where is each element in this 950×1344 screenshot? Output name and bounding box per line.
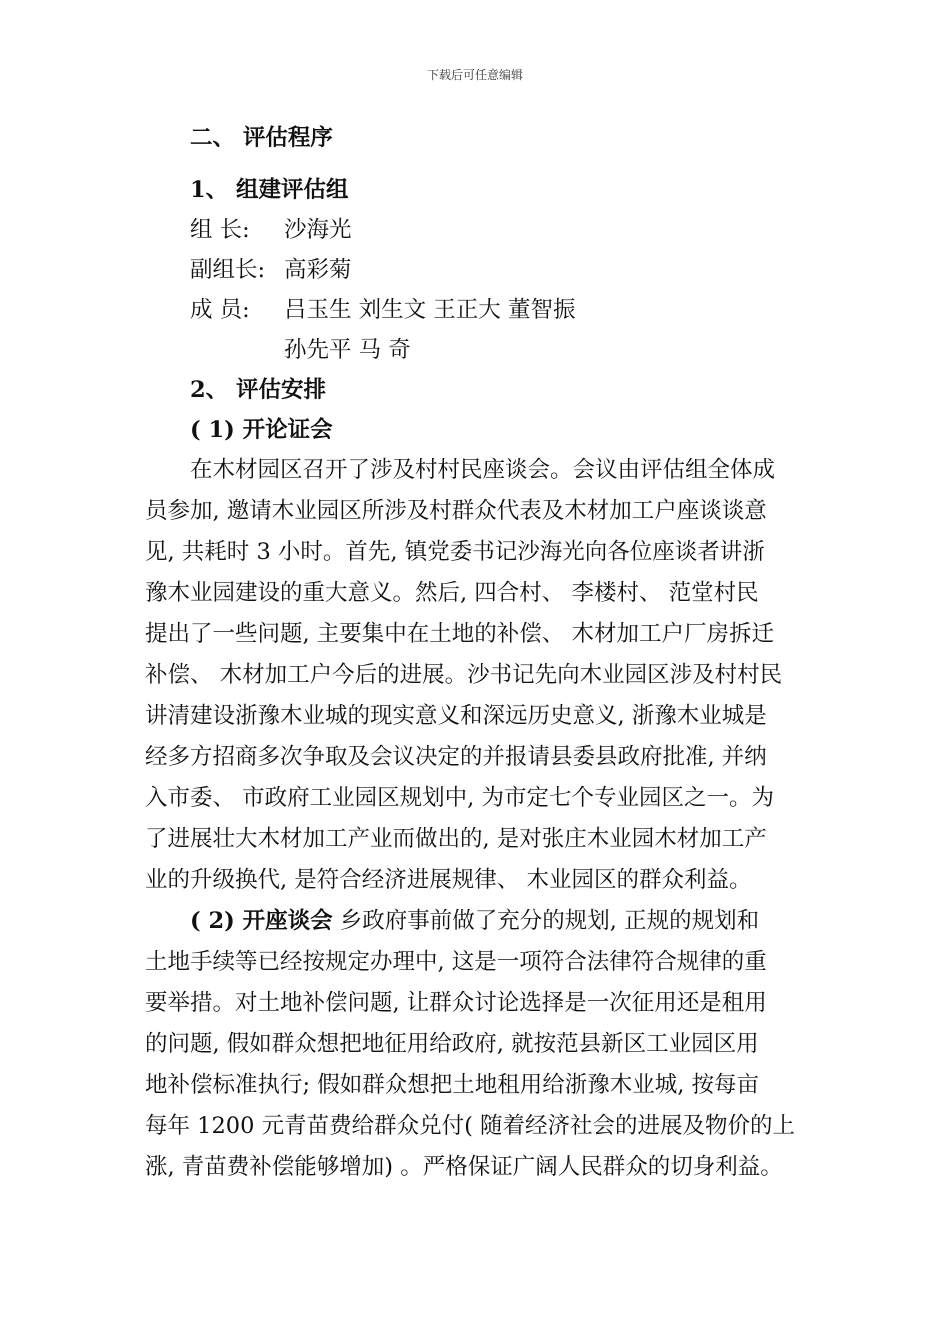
paragraph-line: 业的升级换代, 是符合经济进展规律、 木业园区的群众利益。: [145, 867, 752, 893]
subsection-title-2: 2、 评估安排: [190, 377, 326, 403]
paragraph-line: 的问题, 假如群众想把地征用给政府, 就按范县新区工业园区用: [145, 1031, 759, 1057]
paragraph-line: 员参加, 邀请木业园区所涉及村群众代表及木材加工户座谈谈意: [145, 498, 767, 524]
member-row-deputy: [190, 255, 352, 285]
member-key: 成 员:: [190, 297, 250, 323]
paragraph-line: 讲清建设浙豫木业城的现实意义和深远历史意义, 浙豫木业城是: [145, 703, 767, 729]
paragraph-line: 了进展壮大木材加工产业而做出的, 是对张庄木业园木材加工产: [145, 826, 767, 852]
subsection-title-1: 1、 组建评估组: [190, 177, 349, 203]
item-title-1: ( 1) 开论证会: [190, 417, 333, 443]
header-note: 下载后可任意编辑: [426, 68, 523, 82]
paragraph-line: 豫木业园建设的重大意义。然后, 四合村、 李楼村、 范堂村民: [145, 580, 759, 606]
paragraph-line: 经多方招商多次争取及会议决定的并报请县委县政府批准, 并纳: [145, 744, 767, 770]
item-title-2: ( 2) 开座谈会: [190, 908, 333, 934]
member-value: 高彩菊: [284, 257, 352, 283]
member-row-leader: [190, 215, 352, 245]
paragraph-line: 要举措。对土地补偿问题, 让群众讨论选择是一次征用还是租用: [145, 990, 767, 1016]
paragraph-line: 补偿、 木材加工户今后的进展。沙书记先向木业园区涉及村村民: [145, 662, 783, 688]
member-value: 沙海光: [284, 217, 352, 243]
paragraph-line: 涨, 青苗费补偿能够增加) 。严格保证广阔人民群众的切身利益。: [145, 1154, 783, 1180]
member-row-members: [190, 295, 575, 325]
paragraph-line: 土地手续等已经按规定办理中, 这是一项符合法律符合规律的重: [145, 949, 767, 975]
paragraph-line: 乡政府事前做了充分的规划, 正规的规划和: [332, 908, 760, 934]
paragraph-line: 在木材园区召开了涉及村村民座谈会。会议由评估组全体成: [190, 457, 776, 483]
paragraph-line: 提出了一些问题, 主要集中在土地的补偿、 木材加工户厂房拆迁: [145, 621, 774, 647]
paragraph-line: 地补偿标准执行; 假如群众想把土地租用给浙豫木业城, 按每亩: [145, 1072, 760, 1098]
paragraph-line: 见, 共耗时 3 小时。首先, 镇党委书记沙海光向各位座谈者讲浙: [145, 539, 765, 565]
item-2-first-line: [190, 906, 759, 936]
member-value: 吕玉生 刘生文 王正大 董智振: [284, 297, 576, 323]
section-title: 二、 评估程序: [190, 125, 333, 151]
paragraph-line: 入市委、 市政府工业园区规划中, 为市定七个专业园区之一。为: [145, 785, 774, 811]
paragraph-line: 每年 1200 元青苗费给群众兑付( 随着经济社会的进展及物价的上: [145, 1113, 795, 1139]
member-key: 组 长:: [190, 217, 250, 243]
member-row-continued: 孙先平 马 奇: [284, 337, 411, 363]
member-key: 副组长:: [190, 257, 266, 283]
